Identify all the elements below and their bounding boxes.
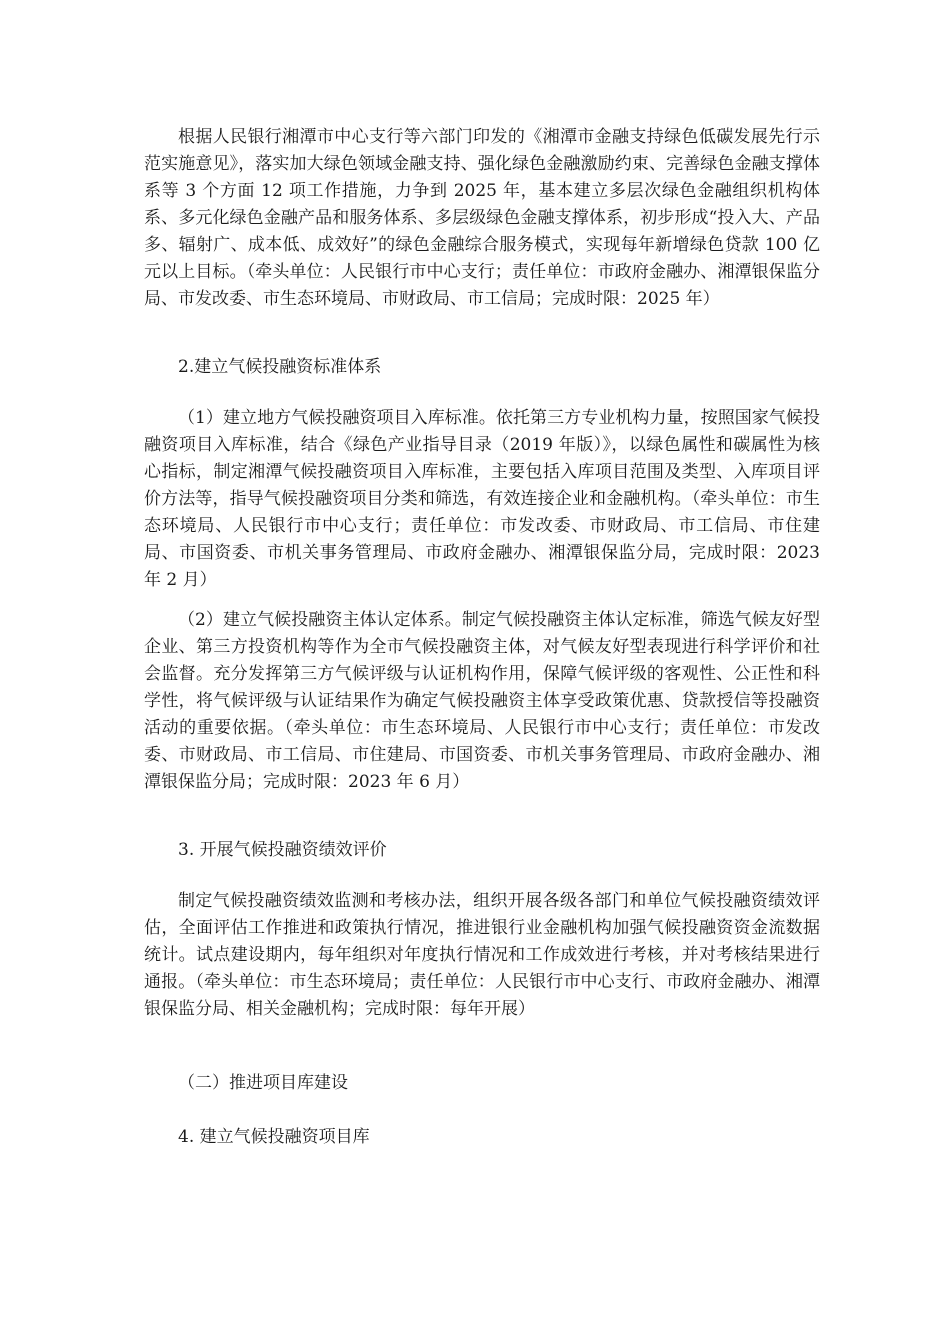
heading-performance-evaluation: 3. 开展气候投融资绩效评价 xyxy=(178,840,387,860)
paragraph-performance-evaluation: 制定气候投融资绩效监测和考核办法，组织开展各级各部门和单位气候投融资绩效评估，全面评估工作推进和政策执行情况，推进银行业金融机构加强气候投融资资金流数据统计。试点建设期内，每年组织对年度执行情况和工作成效进行考核，并对考核结果进行通报。（牵头单位：市生态环境局；责任单位：人民银行市中心支行、市政府金融办、湘潭银保监分局、相关金融机构；完成时限：每年开展） xyxy=(144,891,820,1019)
heading-project-library-construction: （二）推进项目库建设 xyxy=(178,1073,348,1093)
paragraph-subject-certification: （2）建立气候投融资主体认定体系。制定气候投融资主体认定标准，筛选气候友好型企业、第三方投资机构等作为全市气候投融资主体，对气候友好型表现进行科学评价和社会监督。充分发挥第三方气候评级与认证机构作用，保障气候评级的客观性、公正性和科学性，将气候评级与认证结果作为确定气候投融资主体享受政策优惠、贷款授信等投融资活动的重要依据。（牵头单位：市生态环境局、人民银行市中心支行；责任单位：市发改委、市财政局、市工信局、市住建局、市国资委、市机关事务管理局、市政府金融办、湘潭银保监分局；完成时限：2023 年 6 月） xyxy=(144,610,820,792)
paragraph-project-entry-standard: （1）建立地方气候投融资项目入库标准。依托第三方专业机构力量，按照国家气候投融资项目入库标准，结合《绿色产业指导目录（2019 年版）》，以绿色属性和碳属性为核心指标，制定湘潭气候投融资项目入库标准，主要包括入库项目范围及类型、入库项目评价方法等，指导气候投融资项目分类和筛选，有效连接企业和金融机构。（牵头单位：市生态环境局、人民银行市中心支行；责任单位：市发改委、市财政局、市工信局、市住建局、市国资委、市机关事务管理局、市政府金融办、湘潭银保监分局，完成时限：2023 年 2 月） xyxy=(144,408,820,590)
heading-climate-project-library: 4. 建立气候投融资项目库 xyxy=(178,1127,370,1147)
heading-climate-standard-system: 2.建立气候投融资标准体系 xyxy=(178,357,382,377)
paragraph-green-finance: 根据人民银行湘潭市中心支行等六部门印发的《湘潭市金融支持绿色低碳发展先行示范实施意见》，落实加大绿色领域金融支持、强化绿色金融激励约束、完善绿色金融支撑体系等 3 个方面 12 项工作措施，力争到 2025 年，基本建立多层次绿色金融组织机构体系、多元化绿色金融产品和服务体系、多层级绿色金融支撑体系，初步形成“投入大、产品多、辐射广、成本低、成效好”的绿色金融综合服务模式，实现每年新增绿色贷款 100 亿元以上目标。（牵头单位：人民银行市中心支行；责任单位：市政府金融办、湘潭银保监分局、市发改委、市生态环境局、市财政局、市工信局；完成时限：2025 年） xyxy=(144,127,820,309)
